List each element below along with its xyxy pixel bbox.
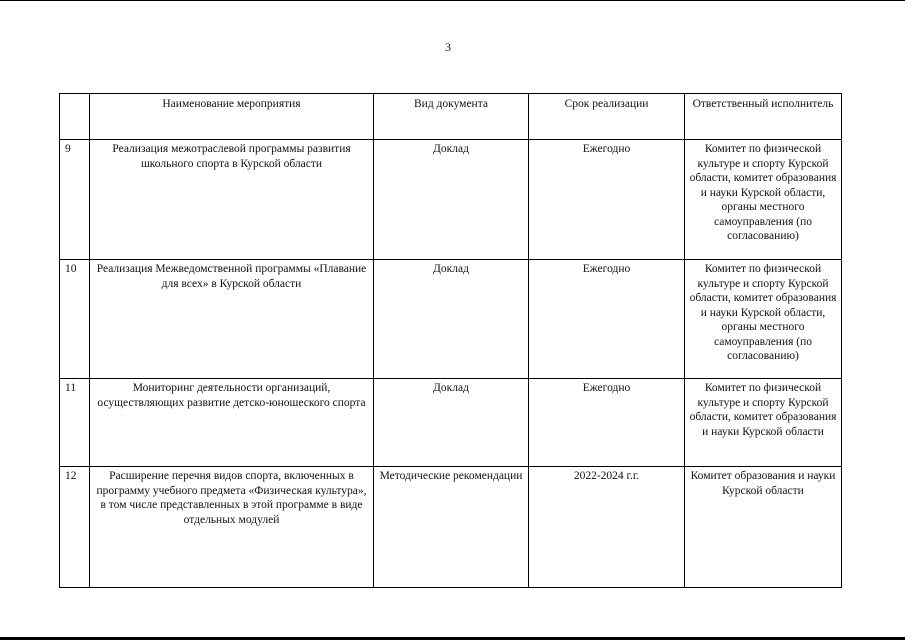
table-row (60, 140, 842, 260)
row-number: 9 (60, 140, 90, 260)
document-type: Методические рекомендации (374, 467, 529, 588)
table-row (60, 467, 842, 588)
event-name: Реализация межотраслевой программы развития школьного спорта в Курской области (90, 140, 374, 260)
executor: Комитет по физической культуре и спорту Курской области, комитет образования и науки Курской области, органы местного самоуправления (по согласованию) (685, 140, 842, 260)
document-type: Доклад (374, 379, 529, 467)
header-executor: Ответственный исполнитель (685, 94, 842, 140)
table-row (60, 260, 842, 379)
events-table (59, 93, 842, 588)
event-name: Мониторинг деятельности организаций, осуществляющих развитие детско-юношеского спорта (90, 379, 374, 467)
page-top-edge (0, 0, 905, 1)
term: Ежегодно (529, 260, 685, 379)
header-number (60, 94, 90, 140)
document-type: Доклад (374, 140, 529, 260)
executor: Комитет по физической культуре и спорту Курской области, комитет образования и науки Курской области, органы местного самоуправления (по согласованию) (685, 260, 842, 379)
term: Ежегодно (529, 379, 685, 467)
page-number: 3 (445, 40, 451, 54)
event-name: Реализация Межведомственной программы «Плавание для всех» в Курской области (90, 260, 374, 379)
header-term: Срок реализации (529, 94, 685, 140)
table-header-row (60, 94, 842, 140)
header-document-type: Вид документа (374, 94, 529, 140)
document-type: Доклад (374, 260, 529, 379)
table-row (60, 379, 842, 467)
executor: Комитет по физической культуре и спорту Курской области, комитет образования и науки Курской области (685, 379, 842, 467)
term: Ежегодно (529, 140, 685, 260)
executor: Комитет образования и науки Курской области (685, 467, 842, 588)
row-number: 12 (60, 467, 90, 588)
header-event-name: Наименование мероприятия (90, 94, 374, 140)
term: 2022-2024 г.г. (529, 467, 685, 588)
row-number: 11 (60, 379, 90, 467)
row-number: 10 (60, 260, 90, 379)
event-name: Расширение перечня видов спорта, включенных в программу учебного предмета «Физическая культура», в том числе представленных в этой программе в виде отдельных модулей (90, 467, 374, 588)
